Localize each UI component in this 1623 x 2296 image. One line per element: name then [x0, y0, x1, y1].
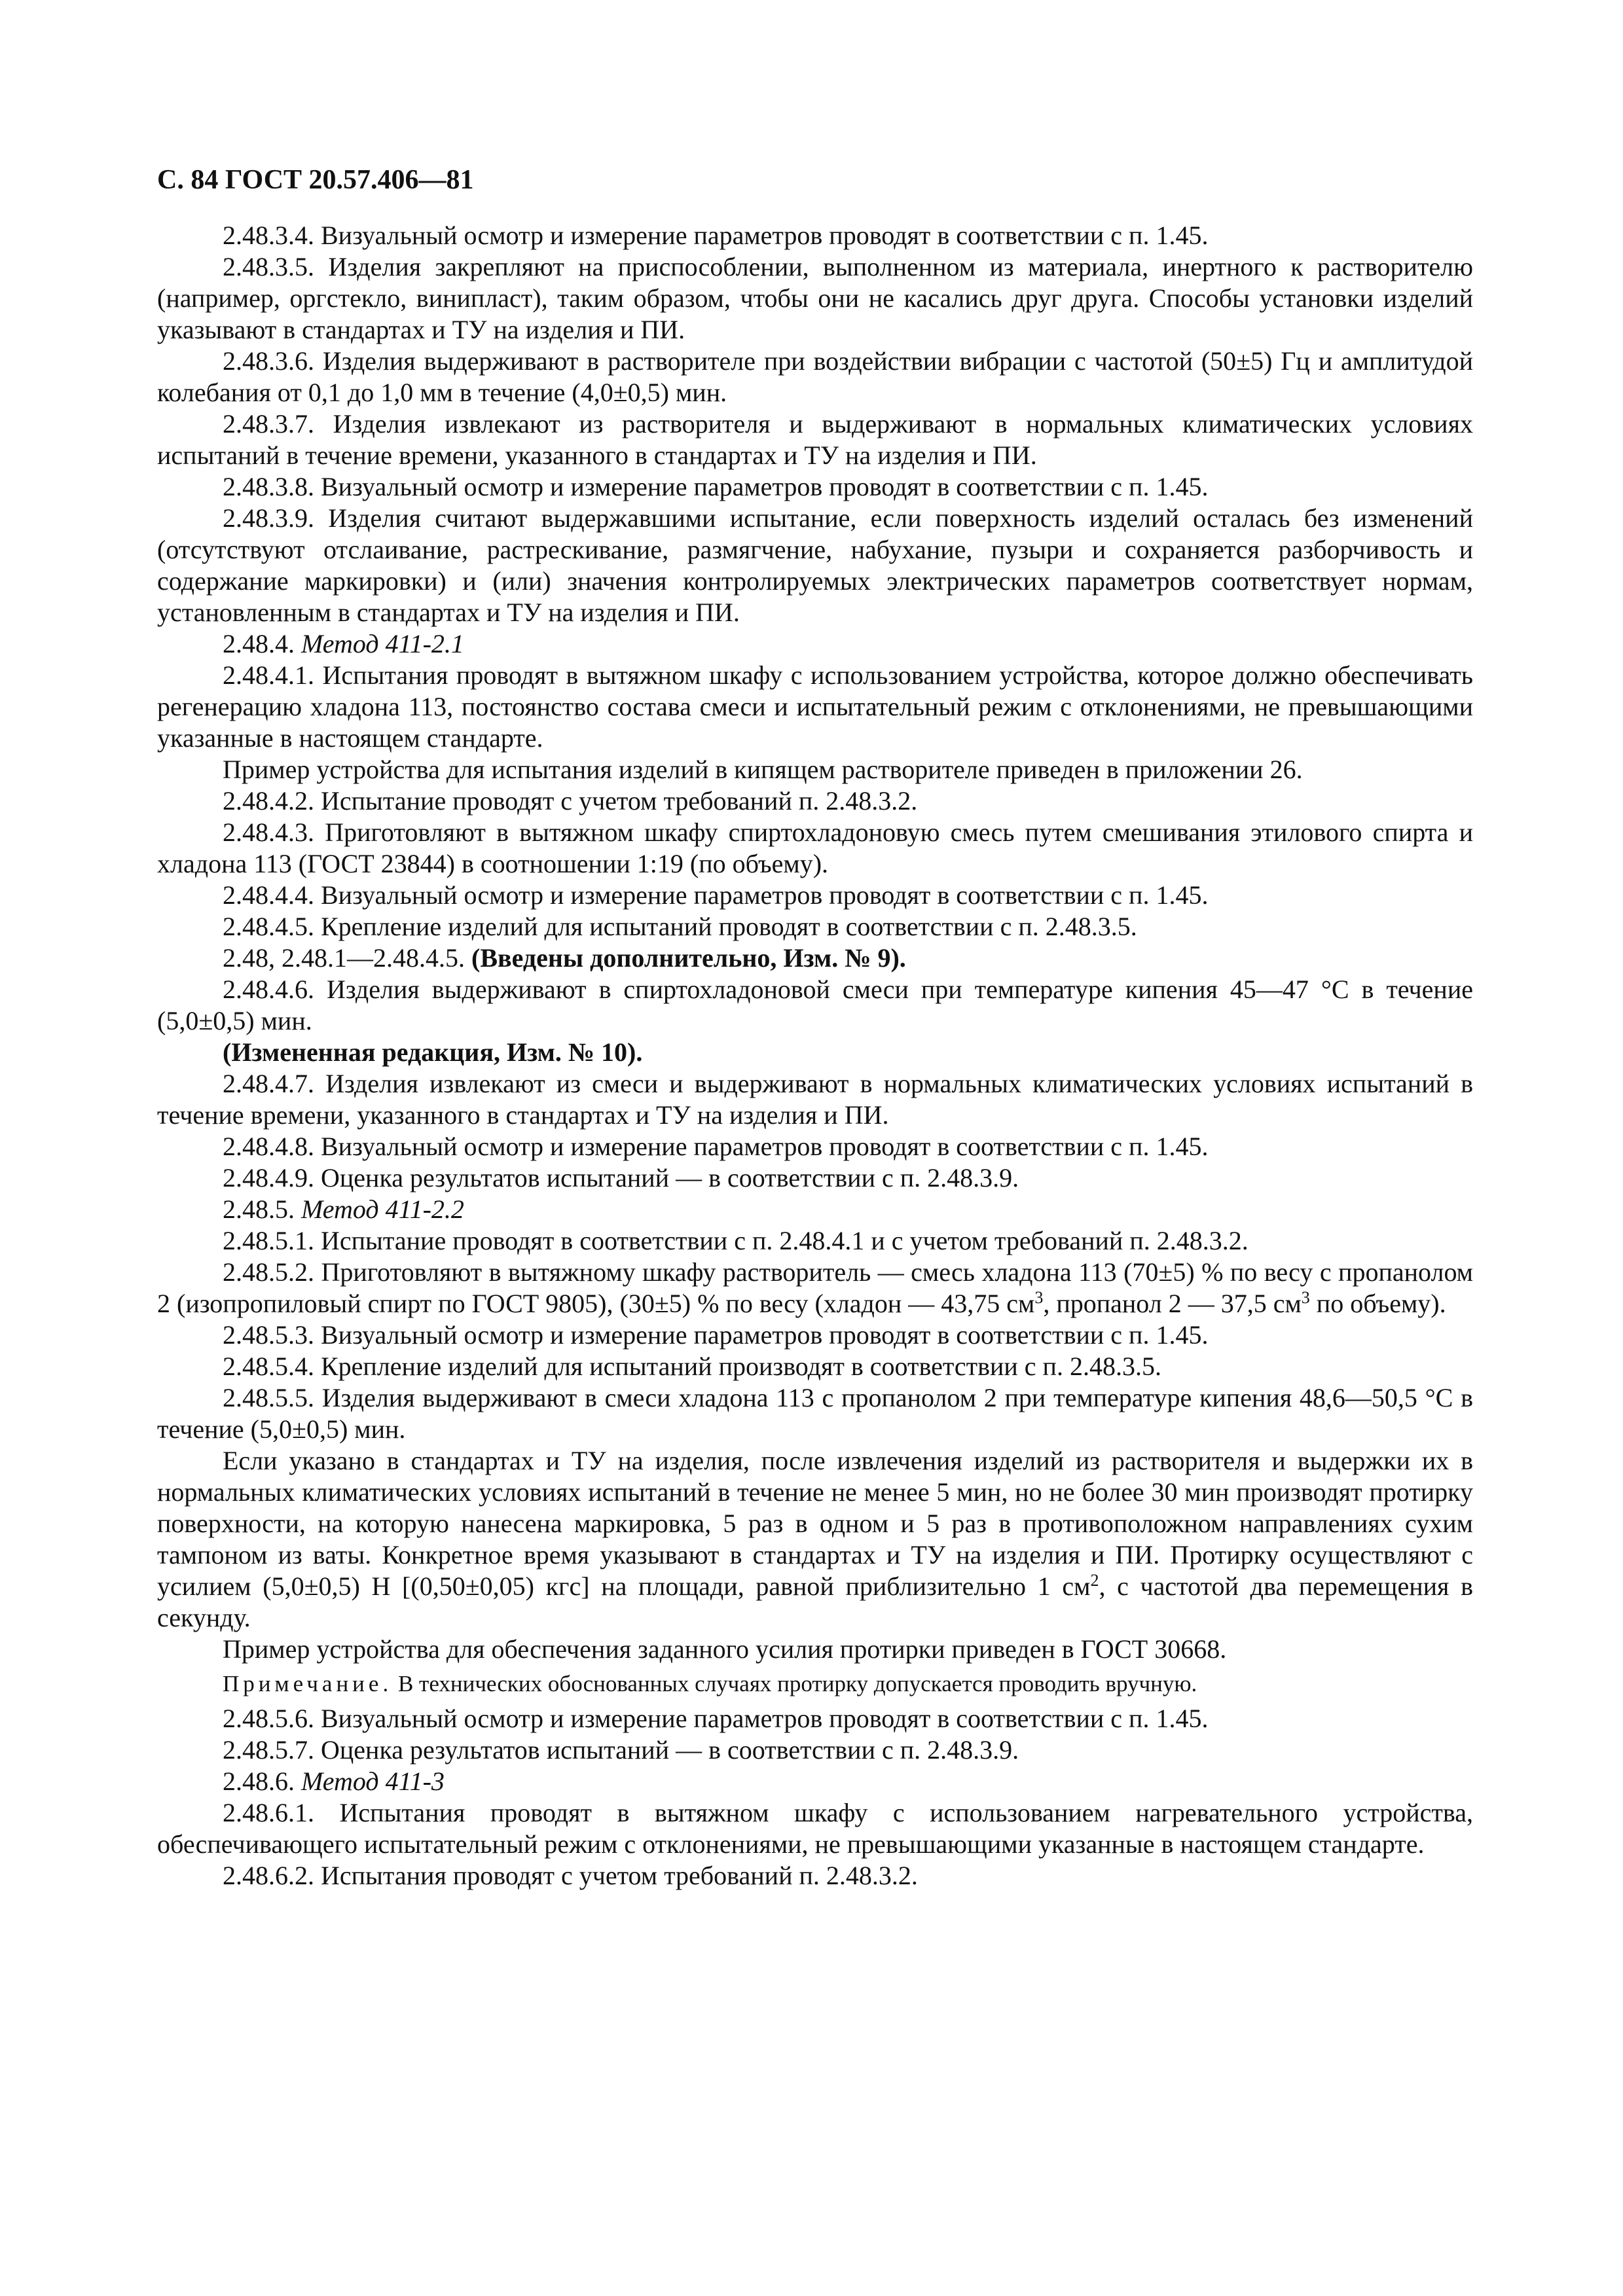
document-page — [157, 164, 1473, 1892]
note-label: Примечание. — [223, 1671, 393, 1696]
paragraph-2-48-5-7: 2.48.5.7. Оценка результатов испытаний — в соответствии с п. 2.48.3.9. — [223, 1735, 1019, 1765]
paragraph-2-48-3-7: 2.48.3.7. Изделия извлекают из растворителя и выдерживают в нормальных климатических условиях испытаний в течение времени, указанного в стандартах и ТУ на изделия и ПИ. — [157, 409, 1473, 470]
paragraph-2-48-4-9: 2.48.4.9. Оценка результатов испытаний — в соответствии с п. 2.48.3.9. — [223, 1163, 1019, 1193]
superscript: 3 — [1301, 1288, 1310, 1307]
method-title: Метод 411-2.1 — [301, 629, 464, 658]
paragraph-2-48-4-5: 2.48.4.5. Крепление изделий для испытаний проводят в соответствии с п. 2.48.3.5. — [223, 912, 1137, 941]
amendment-range: 2.48, 2.48.1—2.48.4.5. — [223, 943, 465, 973]
superscript: 2 — [1090, 1571, 1099, 1590]
paragraph-2-48-5-4: 2.48.5.4. Крепление изделий для испытаний производят в соответствии с п. 2.48.3.5. — [223, 1352, 1161, 1381]
paragraph-2-48-3-6: 2.48.3.6. Изделия выдерживают в растворителе при воздействии вибрации с частотой (50±5) Гц и амплитудой колебания от 0,1 до 1,0 мм в течение (4,0±0,5) мин. — [157, 346, 1473, 407]
method-heading-411-2-1 — [157, 628, 1473, 660]
paragraph-2-48-4-4: 2.48.4.4. Визуальный осмотр и измерение параметров проводят в соответствии с п. 1.45. — [223, 880, 1209, 910]
paragraph-2-48-4-3: 2.48.4.3. Приготовляют в вытяжном шкафу спиртохладоновую смесь путем смешивания этилового спирта и хладона 113 (ГОСТ 23844) в соотношении 1:19 (по объему). — [157, 817, 1473, 878]
amendment-note: (Введены дополнительно, Изм. № 9). — [471, 943, 906, 973]
text-part: , пропанол 2 — 37,5 см — [1043, 1289, 1302, 1318]
method-title: Метод 411-2.2 — [301, 1194, 464, 1224]
page-header: С. 84 ГОСТ 20.57.406—81 — [157, 165, 474, 195]
paragraph-2-48-5-1: 2.48.5.1. Испытание проводят в соответствии с п. 2.48.4.1 и с учетом требований п. 2.48.3.2. — [223, 1226, 1249, 1255]
paragraph-wipe-procedure — [157, 1445, 1473, 1634]
text-part: 2.48.5.2. Приготовляют в вытяжному шкафу растворитель — смесь хладона 113 (70±5) % по весу с пропанолом 2 (изопропиловый спирт по ГОСТ 9805), (30±5) % по весу (хладон — 43,75 см — [157, 1257, 1473, 1318]
paragraph-2-48-3-9: 2.48.3.9. Изделия считают выдержавшими испытание, если поверхность изделий осталась без изменений (отсутствуют отслаивание, растрескивание, размягчение, набухание, пузыри и сохраняется разборчивость и содержание маркировки) и (или) значения контролируемых электрических параметров соответствует нормам, установленным в стандартах и ТУ на изделия и ПИ. — [157, 503, 1473, 627]
paragraph-2-48-5-2 — [157, 1257, 1473, 1319]
paragraph-amendment-9 — [157, 942, 1473, 974]
paragraph-2-48-4-1: 2.48.4.1. Испытания проводят в вытяжном шкафу с использованием устройства, которое должно обеспечивать регенерацию хладона 113, постоянство состава смеси и испытательный режим с отклонениями, не превышающими указанные в настоящем стандарте. — [157, 660, 1473, 753]
method-title: Метод 411-3 — [301, 1767, 445, 1796]
paragraph-2-48-4-8: 2.48.4.8. Визуальный осмотр и измерение параметров проводят в соответствии с п. 1.45. — [223, 1132, 1209, 1161]
paragraph-example-wipe-device: Пример устройства для обеспечения заданного усилия протирки приведен в ГОСТ 30668. — [223, 1634, 1227, 1664]
paragraph-2-48-3-4: 2.48.3.4. Визуальный осмотр и измерение параметров проводят в соответствии с п. 1.45. — [223, 221, 1209, 250]
text-part: , с частотой два перемещения в секунду. — [157, 1571, 1473, 1632]
paragraph-2-48-4-7: 2.48.4.7. Изделия извлекают из смеси и выдерживают в нормальных климатических условиях испытаний в течение времени, указанного в стандартах и ТУ на изделия и ПИ. — [157, 1069, 1473, 1130]
paragraph-2-48-4-6: 2.48.4.6. Изделия выдерживают в спиртохладоновой смеси при температуре кипения 45—47 °С в течение (5,0±0,5) мин. — [157, 975, 1473, 1035]
paragraph-example-device: Пример устройства для испытания изделий в кипящем растворителе приведен в приложении 26. — [223, 755, 1303, 784]
paragraph-2-48-3-5: 2.48.3.5. Изделия закрепляют на приспособлении, выполненном из материала, инертного к растворителю (например, оргстекло, винипласт), таким образом, чтобы они не касались друг друга. Способы установки изделий указывают в стандартах и ТУ на изделия и ПИ. — [157, 252, 1473, 344]
paragraph-2-48-5-6: 2.48.5.6. Визуальный осмотр и измерение параметров проводят в соответствии с п. 1.45. — [223, 1704, 1209, 1733]
paragraph-2-48-5-3: 2.48.5.3. Визуальный осмотр и измерение параметров проводят в соответствии с п. 1.45. — [223, 1320, 1209, 1350]
text-part: Если указано в стандартах и ТУ на изделия, после извлечения изделий из растворителя и выдержки их в нормальных климатических условиях испытаний в течение не менее 5 мин, но не более 30 мин производят протирку поверхности, на которую нанесена маркировка, 5 раз в одном и 5 раз в противоположном направлениях сухим тампоном из ваты. Конкретное время указывают в стандартах и ТУ на изделия и ПИ. Протирку осуществляют с усилием (5,0±0,5) Н [(0,50±0,05) кгс] на площади, равной приблизительно 1 см — [157, 1446, 1473, 1601]
paragraph-2-48-6-1: 2.48.6.1. Испытания проводят в вытяжном шкафу с использованием нагревательного устройства, обеспечивающего испытательный режим с отклонениями, не превышающими указанные в настоящем стандарте. — [157, 1798, 1473, 1859]
note-text: В технических обоснованных случаях протирку допускается проводить вручную. — [392, 1671, 1197, 1696]
paragraph-2-48-4-2: 2.48.4.2. Испытание проводят с учетом требований п. 2.48.3.2. — [223, 786, 918, 816]
text-part: по объему). — [1309, 1289, 1446, 1318]
method-heading-411-2-2 — [157, 1194, 1473, 1225]
method-number: 2.48.4. — [223, 629, 295, 658]
method-number: 2.48.6. — [223, 1767, 295, 1796]
note — [157, 1669, 1473, 1699]
paragraph-amendment-10: (Измененная редакция, Изм. № 10). — [223, 1037, 643, 1067]
paragraph-2-48-3-8: 2.48.3.8. Визуальный осмотр и измерение параметров проводят в соответствии с п. 1.45. — [223, 472, 1209, 501]
method-number: 2.48.5. — [223, 1194, 295, 1224]
method-heading-411-3 — [157, 1766, 1473, 1797]
paragraph-2-48-5-5: 2.48.5.5. Изделия выдерживают в смеси хладона 113 с пропанолом 2 при температуре кипения 48,6—50,5 °С в течение (5,0±0,5) мин. — [157, 1383, 1473, 1444]
superscript: 3 — [1034, 1288, 1044, 1307]
paragraph-2-48-6-2: 2.48.6.2. Испытания проводят с учетом требований п. 2.48.3.2. — [223, 1861, 918, 1890]
